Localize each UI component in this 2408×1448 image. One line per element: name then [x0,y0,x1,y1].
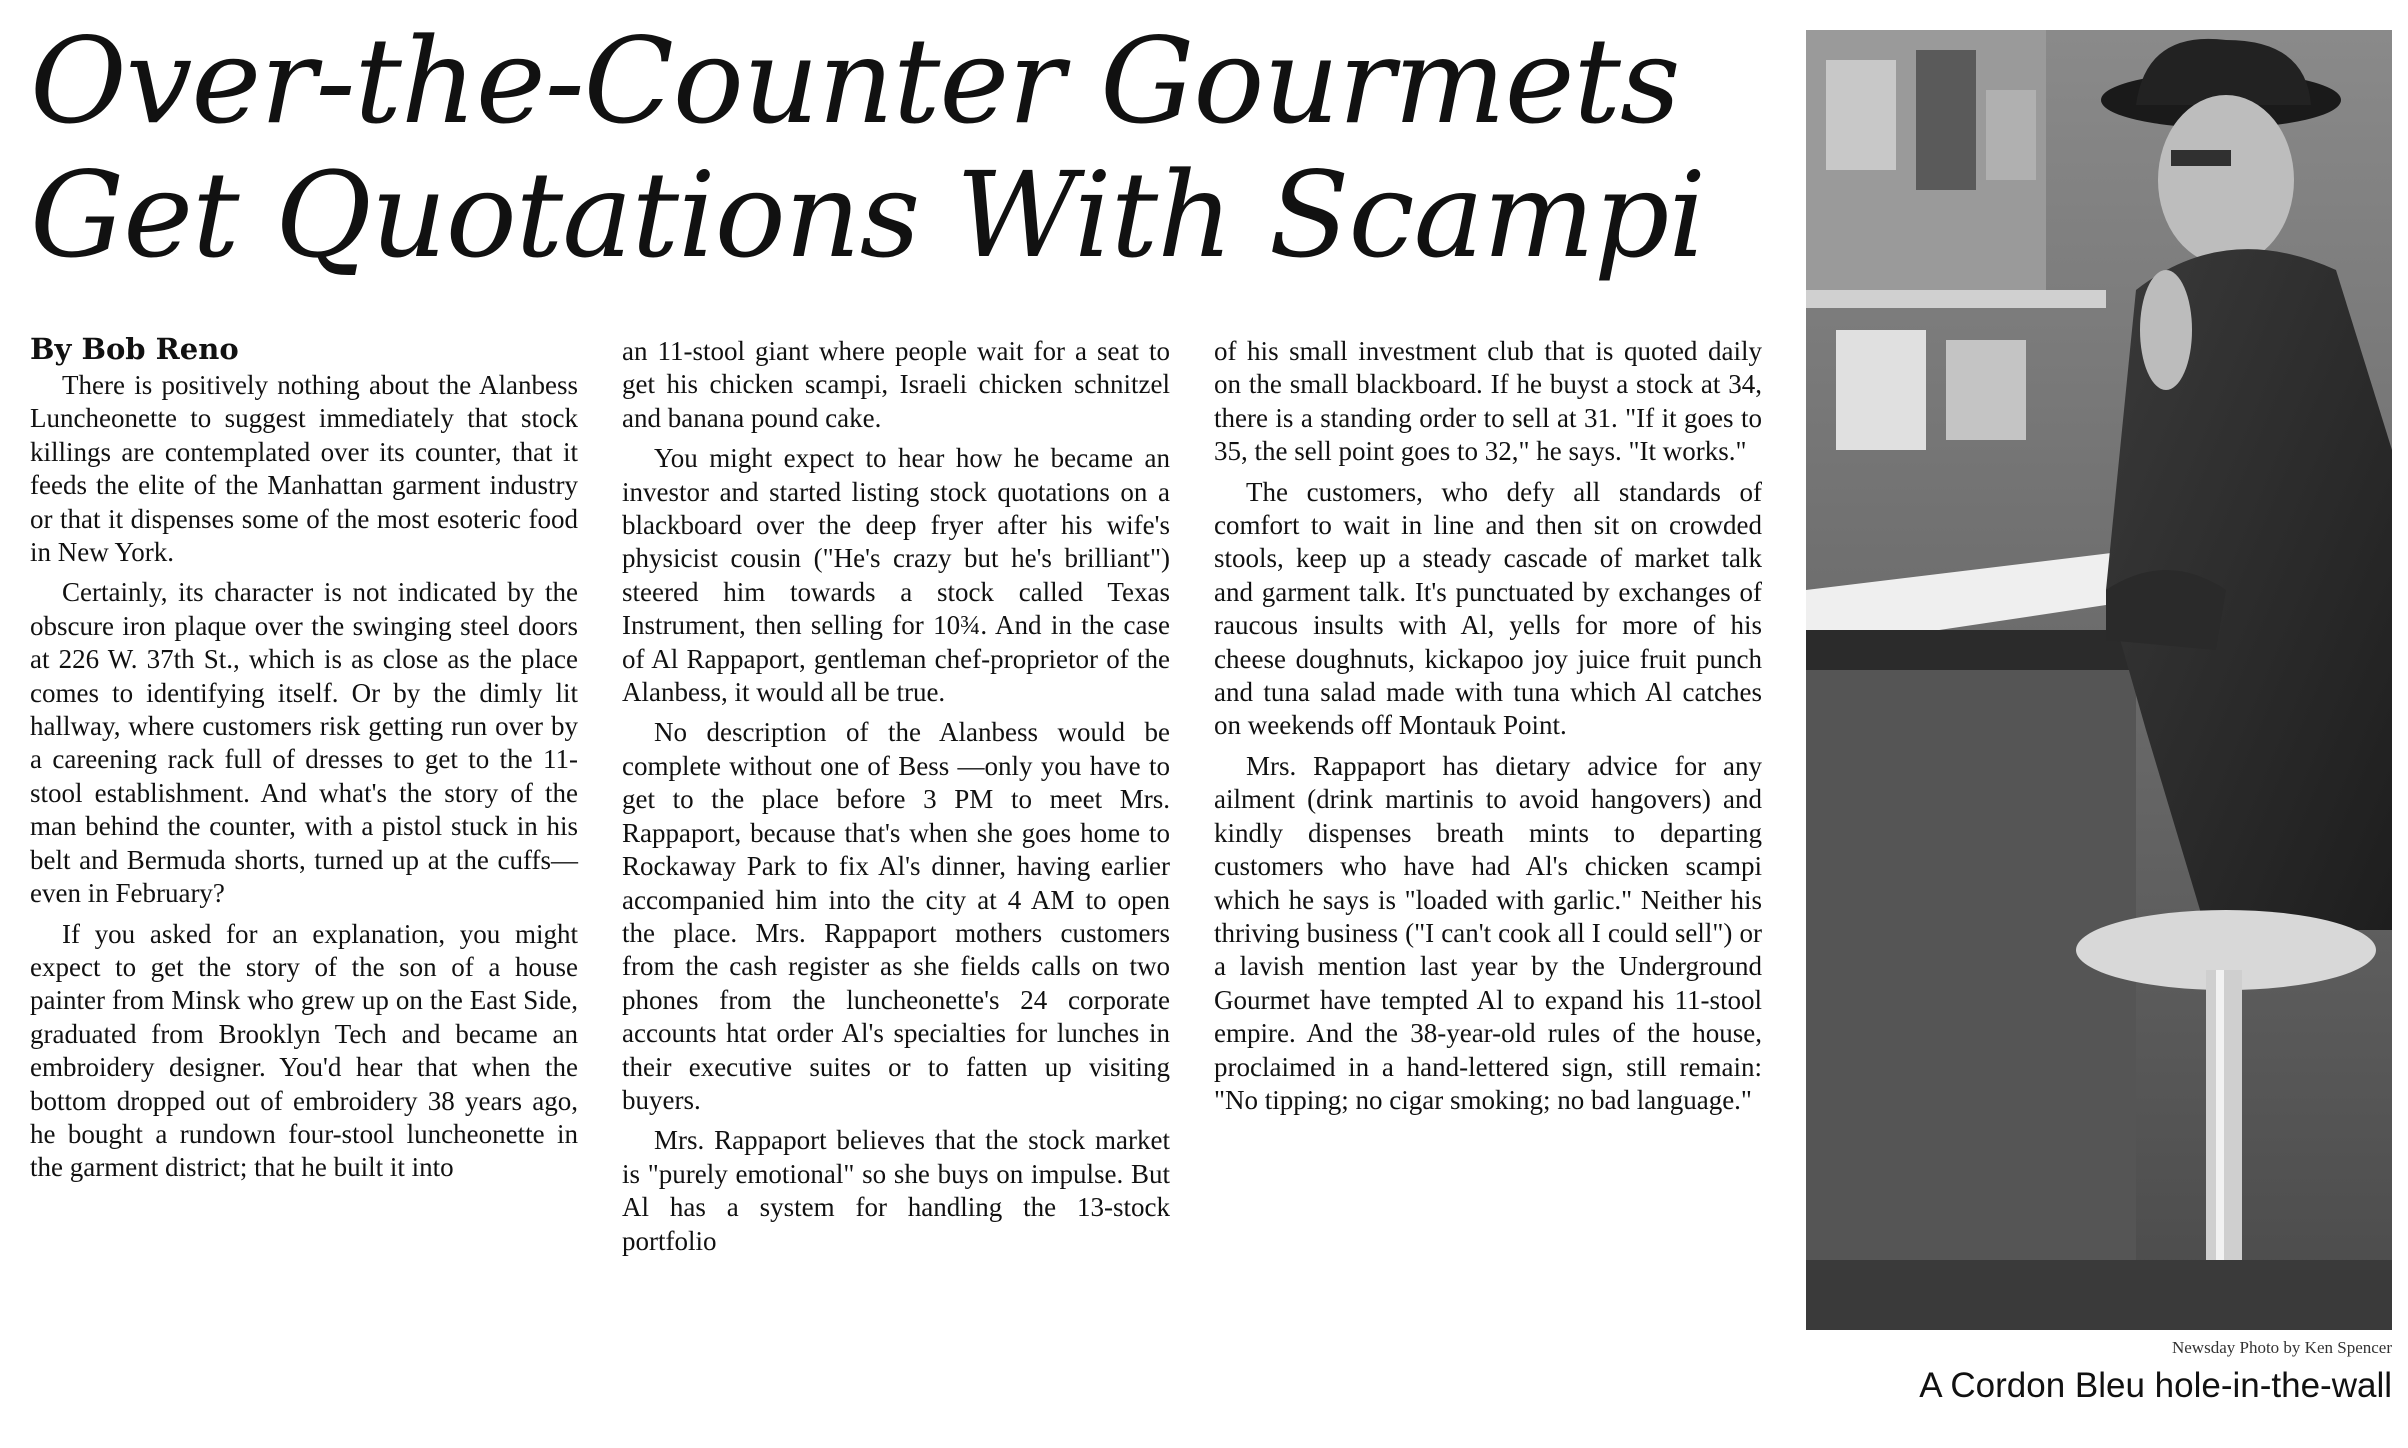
paragraph: Mrs. Rappaport believes that the stock market is "purely emotional" so she buys on impulse. But Al has a system for handling the 13-stock portfolio [622,1125,1170,1256]
photo-caption: A Cordon Bleu hole-in-the-wall [1919,1366,2392,1405]
paragraph: No description of the Alanbess would be complete without one of Bess —only you have to get to the place before 3 PM to meet Mrs. Rappaport, because that's when she goes home to Rockaway Park to fix Al's dinner, having earlier accompanied him into the city at 4 AM to open the place. Mrs. Rappaport mothers customers from the cash register as she fields calls on two phones from the luncheonette's 24 corporate accounts htat order Al's specialties for lunches in their executive suites or to fatten up visiting buyers. [622,717,1170,1115]
paragraph: of his small investment club that is quoted daily on the small blackboard. If he buyst a stock at 34, there is a standing order to sell at 31. "If it goes to 35, the sell point goes to 32," he says. "It works." [1214,336,1762,467]
headline [30,14,1790,282]
paragraph: Certainly, its character is not indicated by the obscure iron plaque over the swinging steel doors at 226 W. 37th St., which is as close as the place comes to identifying itself. Or by the dimly lit hallway, where customers risk getting run over by a careening rack full of dresses to get to the 11-stool establishment. And what's the story of the man behind the counter, with a pistol stuck in his belt and Bermuda shorts, turned up at the cuffs—even in February? [30,577,578,909]
byline: By Bob Reno [30,332,239,366]
paragraph: an 11-stool giant where people wait for a seat to get his chicken scampi, Israeli chicken schnitzel and banana pound cake. [622,336,1170,433]
headline-line-1: Over-the-Counter Gourmets [30,12,1680,150]
news-photo [1806,30,2392,1330]
article-column-2 [622,335,1170,1435]
paragraph: If you asked for an explanation, you might expect to get the story of the son of a house painter from Minsk who grew up on the East Side, graduated from Brooklyn Tech and became an embroidery designer. You'd hear that when the bottom dropped out of embroidery 38 years ago, he bought a rundown four-stool luncheonette in the garment district; that he built it into [30,918,578,1183]
paragraph: There is positively nothing about the Alanbess Luncheonette to suggest immediately that stock killings are contemplated over its counter, that it feeds the elite of the Manhattan garment industry or that it dispenses some of the most esoteric food in New York. [30,370,578,568]
article-column-1 [30,369,578,1429]
paragraph: You might expect to hear how he became an investor and started listing stock quotations on a blackboard over the deep fryer after his wife's physicist cousin ("He's crazy but he's brilliant") steered him towards a stock called Texas Instrument, then selling for 10¾. And in the case of Al Rappaport, gentleman chef-proprietor of the Alanbess, it would all be true. [622,443,1170,708]
article-column-3 [1214,335,1762,1435]
photo-illustration [1806,30,2392,1330]
paragraph: Mrs. Rappaport has dietary advice for any ailment (drink martinis to avoid hangovers) and kindly dispenses breath mints to departing customers who have had Al's chicken scampi which he says is "loaded with garlic." Neither his thriving business ("I can't cook all I could sell") or a lavish mention last year by the Underground Gourmet have tempted Al to expand his 11-stool empire. And the 38-year-old rules of the house, proclaimed in a hand-lettered sign, still remain: "No tipping; no cigar smoking; no bad language." [1214,750,1762,1115]
paragraph: The customers, who defy all standards of comfort to wait in line and then sit on crowded stools, keep up a steady cascade of market talk and garment talk. It's punctuated by exchanges of raucous insults with Al, yells for more of his cheese doughnuts, kickapoo joy juice fruit punch and tuna salad made with tuna which Al catches on weekends off Montauk Point. [1214,476,1762,741]
headline-line-2: Get Quotations With Scampi [30,146,1706,284]
photo-credit: Newsday Photo by Ken Spencer [2171,1338,2392,1357]
